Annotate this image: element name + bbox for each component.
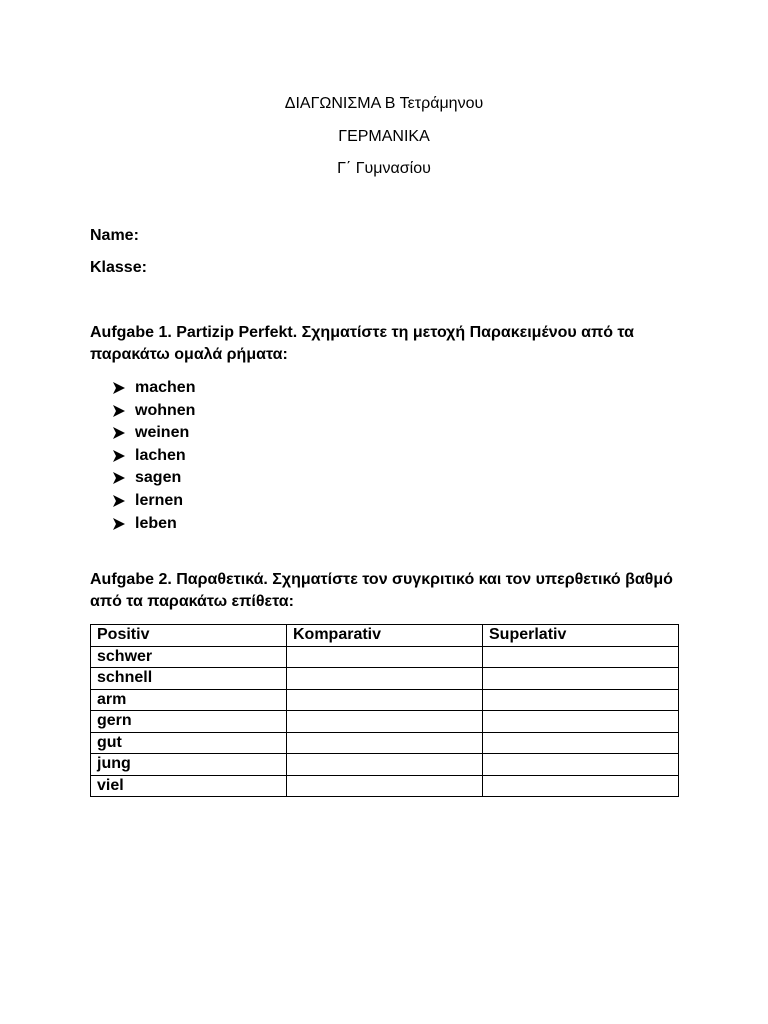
task2-heading: Aufgabe 2. Παραθετικά. Σχηματίστε τον συγκριτικό και τον υπερθετικό βαθμό από τα παρακάτω επίθετα: [90, 571, 673, 610]
header-positiv: Positiv [91, 625, 287, 647]
verb-text: lachen [135, 446, 186, 464]
table-row [91, 646, 679, 668]
list-item [112, 467, 195, 490]
cell-positiv: schwer [91, 646, 287, 668]
adjective-table [90, 624, 679, 797]
name-label: Name: [90, 227, 139, 244]
grade-title: Γ΄ Γυμνασίου [337, 160, 431, 177]
cell-positiv: jung [91, 754, 287, 776]
arrowhead-bullet-icon [112, 450, 126, 462]
table-row [91, 711, 679, 733]
cell-komparativ[interactable] [287, 775, 483, 797]
task1-heading: Aufgabe 1. Partizip Perfekt. Σχηματίστε τη μετοχή Παρακειμένου από τα παρακάτω ομαλά ρήματα: [90, 324, 634, 363]
arrowhead-bullet-icon [112, 427, 126, 439]
cell-superlativ[interactable] [483, 775, 679, 797]
verb-text: leben [135, 514, 177, 532]
header-superlativ: Superlativ [483, 625, 679, 647]
cell-superlativ[interactable] [483, 668, 679, 690]
exam-title: ΔΙΑΓΩΝΙΣΜΑ Β Τετράμηνου [284, 95, 484, 112]
verb-text: weinen [135, 424, 190, 442]
table-row [91, 668, 679, 690]
cell-superlativ[interactable] [483, 689, 679, 711]
list-item [112, 400, 195, 423]
cell-positiv: viel [91, 775, 287, 797]
cell-komparativ[interactable] [287, 689, 483, 711]
list-item [112, 377, 195, 400]
cell-komparativ[interactable] [287, 711, 483, 733]
verb-text: sagen [135, 469, 182, 487]
verb-text: machen [135, 379, 196, 396]
cell-positiv: arm [91, 689, 287, 711]
verb-list [112, 377, 195, 535]
table-row [91, 775, 679, 797]
class-label: Klasse: [90, 259, 147, 276]
cell-superlativ[interactable] [483, 732, 679, 754]
table-header-row [91, 625, 679, 647]
arrowhead-bullet-icon [112, 472, 126, 484]
table-row [91, 754, 679, 776]
cell-superlativ[interactable] [483, 711, 679, 733]
header-komparativ: Komparativ [287, 625, 483, 647]
list-item [112, 490, 195, 513]
table-row [91, 732, 679, 754]
arrowhead-bullet-icon [112, 382, 126, 394]
cell-superlativ[interactable] [483, 754, 679, 776]
list-item [112, 513, 195, 536]
cell-komparativ[interactable] [287, 754, 483, 776]
subject-title: ΓΕΡΜΑΝΙΚΑ [338, 128, 430, 145]
arrowhead-bullet-icon [112, 518, 126, 530]
arrowhead-bullet-icon [112, 405, 126, 417]
arrowhead-bullet-icon [112, 495, 126, 507]
cell-komparativ[interactable] [287, 732, 483, 754]
cell-positiv: gut [91, 732, 287, 754]
cell-komparativ[interactable] [287, 646, 483, 668]
verb-text: wohnen [135, 401, 196, 419]
cell-superlativ[interactable] [483, 646, 679, 668]
table-row [91, 689, 679, 711]
cell-komparativ[interactable] [287, 668, 483, 690]
verb-text: lernen [135, 491, 184, 509]
cell-positiv: gern [91, 711, 287, 733]
list-item [112, 422, 195, 445]
cell-positiv: schnell [91, 668, 287, 690]
list-item [112, 445, 195, 468]
